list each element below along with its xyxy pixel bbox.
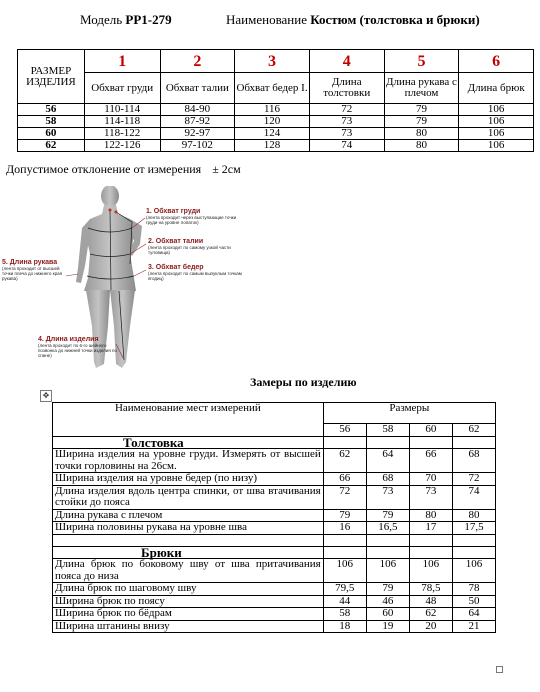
measure-value: 62 — [323, 449, 366, 473]
value-cell: 84-90 — [160, 104, 235, 116]
value-cell: 114-118 — [84, 116, 160, 128]
value-cell: 80 — [384, 128, 459, 140]
section-row — [53, 436, 496, 449]
measure-label: Ширина штанины внизу — [53, 620, 324, 633]
measure-value: 79 — [366, 583, 409, 596]
measure-value: 79 — [323, 509, 366, 522]
value-cell: 92-97 — [160, 128, 235, 140]
measure-value: 17 — [409, 522, 452, 535]
measure-label: Длина рукава с плечом — [53, 509, 324, 522]
column-number: 5 — [384, 50, 459, 73]
measurements-col-header: Наименование мест измерений — [53, 403, 324, 437]
value-cell: 106 — [459, 116, 534, 128]
measure-value: 46 — [366, 595, 409, 608]
size-cell: 58 — [18, 116, 85, 128]
value-cell: 80 — [384, 140, 459, 152]
measure-value: 78 — [452, 583, 495, 596]
callout-note: (лента проходит от высшей точки плеча до нижнего края рукава) — [2, 266, 63, 281]
product-name-heading — [226, 12, 480, 28]
table-row — [53, 449, 496, 473]
measurements-table — [52, 402, 496, 633]
value-cell: 73 — [309, 128, 384, 140]
callout-title: 5. Длина рукава — [2, 259, 58, 266]
callout-waist — [148, 238, 246, 255]
section-title: Брюки — [53, 546, 324, 559]
table-move-handle-icon[interactable]: ✥ — [40, 390, 52, 402]
value-cell: 72 — [309, 104, 384, 116]
table-row — [53, 485, 496, 509]
measure-value: 72 — [323, 485, 366, 509]
model-heading — [80, 12, 172, 28]
name-label: Наименование — [226, 12, 307, 27]
column-label: Длина толстовки — [309, 73, 384, 104]
measure-value: 48 — [409, 595, 452, 608]
table-row — [53, 595, 496, 608]
value-cell: 79 — [384, 104, 459, 116]
table-row — [18, 116, 534, 128]
size-header-cell: 56 — [323, 424, 366, 437]
value-cell: 118-122 — [84, 128, 160, 140]
measure-label: Длина изделия вдоль центра спинки, от шва втачивания стойки до пояса — [53, 485, 324, 509]
value-cell: 87-92 — [160, 116, 235, 128]
measure-value: 58 — [323, 608, 366, 621]
measure-value: 50 — [452, 595, 495, 608]
measure-label: Ширина брюк по бёдрам — [53, 608, 324, 621]
column-number: 3 — [235, 50, 310, 73]
size-cell: 62 — [18, 140, 85, 152]
measure-value: 73 — [366, 485, 409, 509]
column-label: Обхват бедер I. — [235, 73, 310, 104]
callout-length — [38, 336, 118, 358]
table-row — [18, 104, 534, 116]
measure-value: 79,5 — [323, 583, 366, 596]
product-name: Костюм (толстовка и брюки) — [310, 12, 480, 27]
size-chart-table — [17, 49, 534, 152]
measure-value: 68 — [452, 449, 495, 473]
callout-chest — [146, 208, 246, 225]
callout-note: (лента проходит по самому узкой части туловища) — [148, 245, 231, 255]
value-cell: 74 — [309, 140, 384, 152]
measure-value: 74 — [452, 485, 495, 509]
column-label: Длина рукава с плечом — [384, 73, 459, 104]
callout-note: (лента проходит по самым выпуклым точкам ягодиц) — [148, 271, 242, 281]
callout-title: 2. Обхват талии — [148, 238, 204, 245]
tolerance-note — [6, 162, 241, 177]
measure-value: 106 — [366, 559, 409, 583]
measure-value: 64 — [452, 608, 495, 621]
model-code: РР1-279 — [125, 12, 172, 27]
callout-title: 1. Обхват груди — [146, 208, 201, 215]
measure-value: 66 — [323, 473, 366, 486]
measure-value: 80 — [409, 509, 452, 522]
table-row — [18, 140, 534, 152]
callout-note: (лента проходит через выступающие точки груди на уровне лопаток) — [146, 215, 237, 225]
measure-value: 20 — [409, 620, 452, 633]
measure-value: 79 — [366, 509, 409, 522]
column-label: Длина брюк — [459, 73, 534, 104]
measure-value: 70 — [409, 473, 452, 486]
measure-value: 106 — [452, 559, 495, 583]
value-cell: 106 — [459, 128, 534, 140]
table-row — [53, 620, 496, 633]
value-cell: 122-126 — [84, 140, 160, 152]
measure-value: 73 — [409, 485, 452, 509]
model-label: Модель — [80, 12, 123, 27]
table-resize-handle-icon[interactable] — [496, 666, 503, 673]
sizes-header: Размеры — [323, 403, 495, 424]
table-row — [53, 559, 496, 583]
size-corner-label: РАЗМЕР ИЗДЕЛИЯ — [18, 50, 85, 104]
value-cell: 124 — [235, 128, 310, 140]
measurement-figure — [2, 186, 248, 376]
size-header-cell: 60 — [409, 424, 452, 437]
measure-value: 80 — [452, 509, 495, 522]
table-row — [53, 583, 496, 596]
value-cell: 110-114 — [84, 104, 160, 116]
measure-label: Длина брюк по боковому шву от шва притачивания пояса до низа — [53, 559, 324, 583]
measure-label: Длина брюк по шаговому шву — [53, 583, 324, 596]
section-row — [53, 546, 496, 559]
measure-value: 78,5 — [409, 583, 452, 596]
value-cell: 97-102 — [160, 140, 235, 152]
measure-label: Ширина изделия на уровне бедер (по низу) — [53, 473, 324, 486]
column-number: 2 — [160, 50, 235, 73]
size-cell: 56 — [18, 104, 85, 116]
table-row — [53, 509, 496, 522]
callout-sleeve — [2, 259, 66, 281]
measure-value: 18 — [323, 620, 366, 633]
callout-note: (лента проходит по 6-го шейного позвонка до нижней точки изделия по спине) — [38, 343, 117, 358]
measure-value: 44 — [323, 595, 366, 608]
value-cell: 106 — [459, 104, 534, 116]
column-number: 6 — [459, 50, 534, 73]
measure-value: 66 — [409, 449, 452, 473]
spacer-row — [53, 534, 496, 546]
measure-value: 60 — [366, 608, 409, 621]
table-row — [53, 608, 496, 621]
size-cell: 60 — [18, 128, 85, 140]
tolerance-value: ± 2см — [212, 162, 241, 176]
value-cell: 116 — [235, 104, 310, 116]
column-number: 1 — [84, 50, 160, 73]
size-header-cell: 62 — [452, 424, 495, 437]
table-row — [18, 128, 534, 140]
measure-label: Ширина брюк по поясу — [53, 595, 324, 608]
measure-value: 62 — [409, 608, 452, 621]
measurements-title: Замеры по изделию — [250, 375, 357, 389]
value-cell: 128 — [235, 140, 310, 152]
value-cell: 79 — [384, 116, 459, 128]
section-title: Толстовка — [53, 436, 324, 449]
callout-title: 3. Обхват бедер — [148, 264, 204, 271]
measure-value: 68 — [366, 473, 409, 486]
measure-label: Ширина половины рукава на уровне шва — [53, 522, 324, 535]
column-label: Обхват груди — [84, 73, 160, 104]
callout-title: 4. Длина изделия — [38, 336, 99, 343]
measure-label: Ширина изделия на уровне груди. Измерять от высшей точки горловины на 26см. — [53, 449, 324, 473]
measure-value: 72 — [452, 473, 495, 486]
measure-value: 17,5 — [452, 522, 495, 535]
column-number: 4 — [309, 50, 384, 73]
callout-hips — [148, 264, 248, 281]
value-cell: 106 — [459, 140, 534, 152]
table-row — [53, 522, 496, 535]
measure-value: 64 — [366, 449, 409, 473]
measure-value: 106 — [323, 559, 366, 583]
size-header-cell: 58 — [366, 424, 409, 437]
measure-value: 16 — [323, 522, 366, 535]
value-cell: 73 — [309, 116, 384, 128]
measure-value: 106 — [409, 559, 452, 583]
value-cell: 120 — [235, 116, 310, 128]
measure-value: 16,5 — [366, 522, 409, 535]
table-row — [53, 473, 496, 486]
tolerance-text: Допустимое отклонение от измерения — [6, 162, 202, 176]
measure-value: 19 — [366, 620, 409, 633]
measure-value: 21 — [452, 620, 495, 633]
column-label: Обхват талии — [160, 73, 235, 104]
